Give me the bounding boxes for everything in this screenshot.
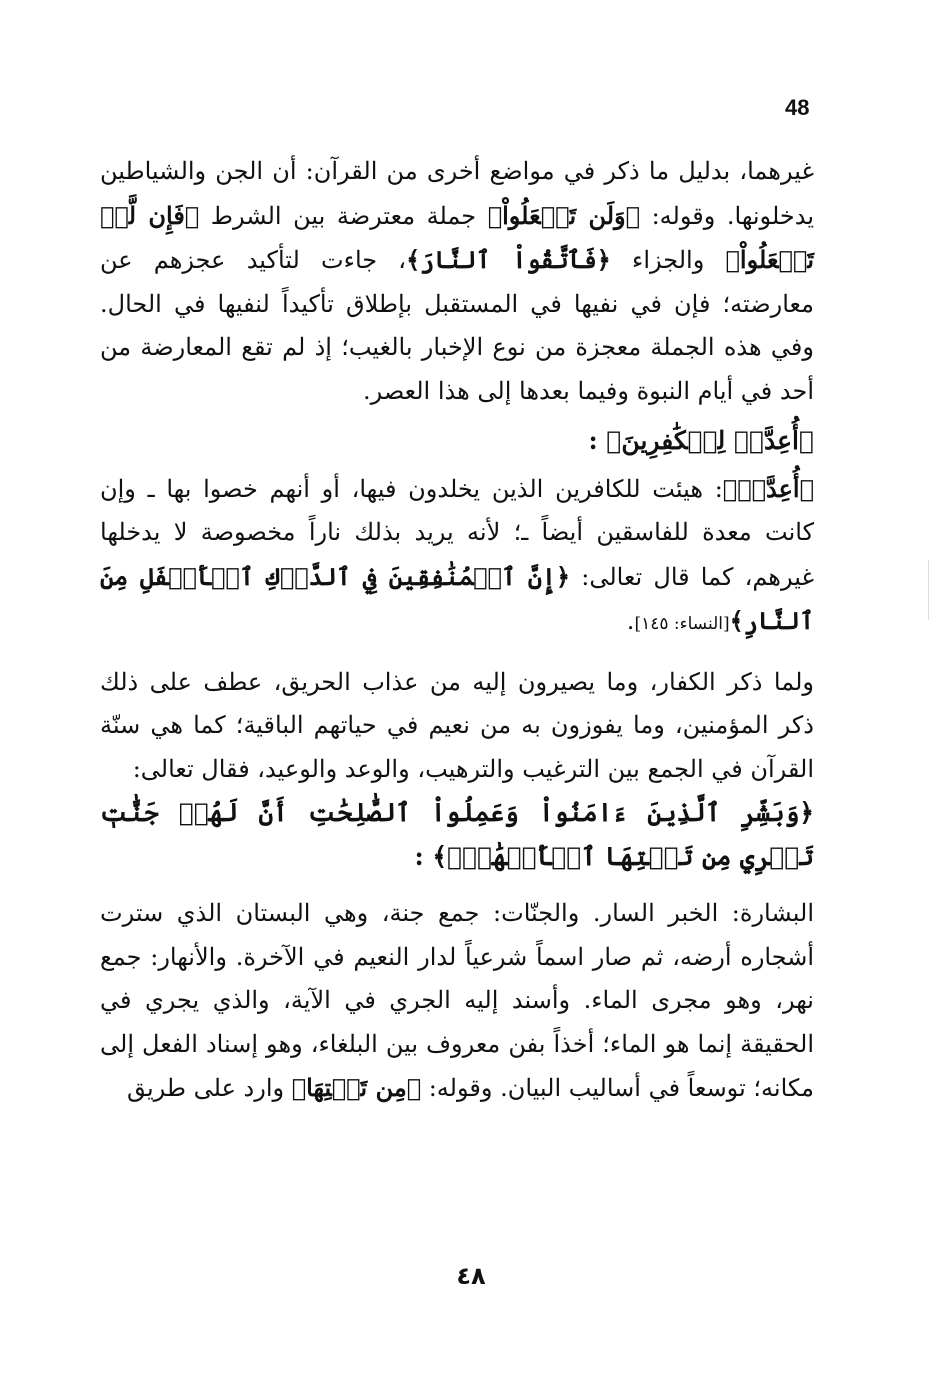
quran-quote: ﴿فَٱتَّقُواْ ٱلنَّارَ﴾ — [406, 245, 611, 274]
quran-quote: ﴿إِنَّ ٱلۡمُنَٰفِقِينَ فِي ٱلدَّرۡكِ ٱلۡأَسۡفَلِ مِنَ ٱلنَّارِ﴾ — [100, 561, 814, 635]
paragraph-text: غيرهما، بدليل ما ذكر في مواضع أخرى من القرآن: أن الجن والشياطين يدخلونها. وقوله: — [100, 157, 815, 230]
paragraph-3: ولما ذكر الكفار، وما يصيرون إليه من عذاب الحريق، عطف على ذلك ذكر المؤمنين، وما يفوزون به من نعيم في حياتهم الباقية؛ كما هي سنّة القرآن في الجمع بين الترغيب والترهيب، والوعد والوعيد، فقال تعالى: — [100, 667, 814, 783]
paragraph-4 — [100, 892, 814, 1111]
margin-line — [928, 560, 929, 620]
paragraph-text: وارد على طريق — [126, 1074, 292, 1102]
paragraph-2 — [100, 467, 814, 647]
paragraph-1 — [100, 150, 814, 413]
quran-quote: ﴿وَلَن تَفۡعَلُواْ﴾ — [487, 200, 641, 230]
page-number-bottom: ٤٨ — [456, 1262, 486, 1290]
paragraph-text: : هيئت للكافرين الذين يخلدون فيها، أو أنهم خصوا بها ـ وإن كانت معدة للفاسقين أيضاً ـ؛ لأنه يريد بذلك ناراً مخصوصة لا يدخلها غيرهم، كما قال تعالى: — [100, 474, 814, 591]
page-body — [100, 150, 814, 1111]
paragraph-text: البشارة: الخبر السار. والجنّات: جمع جنة، وهي البستان الذي سترت أشجاره أرضه، ثم صار اسماً شرعياً لدار النعيم في الآخرة. والأنهار: جمع نهر، وهو مجرى الماء. وأسند إليه الجري في الآية، والذي يجري في الحقيقة إنما هو الماء؛ أخذاً بفن معروف بين البلغاء، وهو إسناد الفعل إلى مكانه؛ توسعاً في أساليب البيان. وقوله: — [100, 899, 814, 1102]
verse-heading: ﴿وَبَشِّرِ ٱلَّذِينَ ءَامَنُواْ وَعَمِلُواْ ٱلصَّٰلِحَٰتِ أَنَّ لَهُمۡ جَنَّٰتٖ تَجۡرِي مِن تَحۡتِهَا ٱلۡأَنۡهَٰرُۖ﴾ : — [100, 798, 814, 871]
paragraph-text: جملة معترضة بين الشرط — [199, 201, 488, 230]
quran-quote: ﴿أُعِدَّتۡ﴾ — [722, 473, 814, 503]
quran-quote: ﴿مِن تَحۡتِهَا﴾ — [291, 1073, 422, 1102]
quran-quote: ﴿فَإِن لَّمۡ تَفۡعَلُواْ﴾ — [100, 200, 815, 274]
paragraph-text: والجزاء — [610, 246, 726, 274]
verse-reference: [النساء: ١٤٥] — [634, 614, 730, 634]
section-heading: ﴿أُعِدَّتۡ لِلۡكَٰفِرِينَ﴾ : — [588, 426, 814, 455]
paragraph-text: . — [626, 607, 635, 635]
paragraph-text: ، جاءت لتأكيد عجزهم عن معارضته؛ فإن في نفيها في المستقبل بإطلاق تأكيداً لنفيها في الحال. وفي هذه الجملة معجزة من نوع الإخبار بالغيب؛ إذ لم تقع المعارضة من أحد في أيام النبوة وفيما بعدها إلى هذا العصر. — [100, 246, 814, 405]
page-number-top: 48 — [785, 95, 810, 120]
